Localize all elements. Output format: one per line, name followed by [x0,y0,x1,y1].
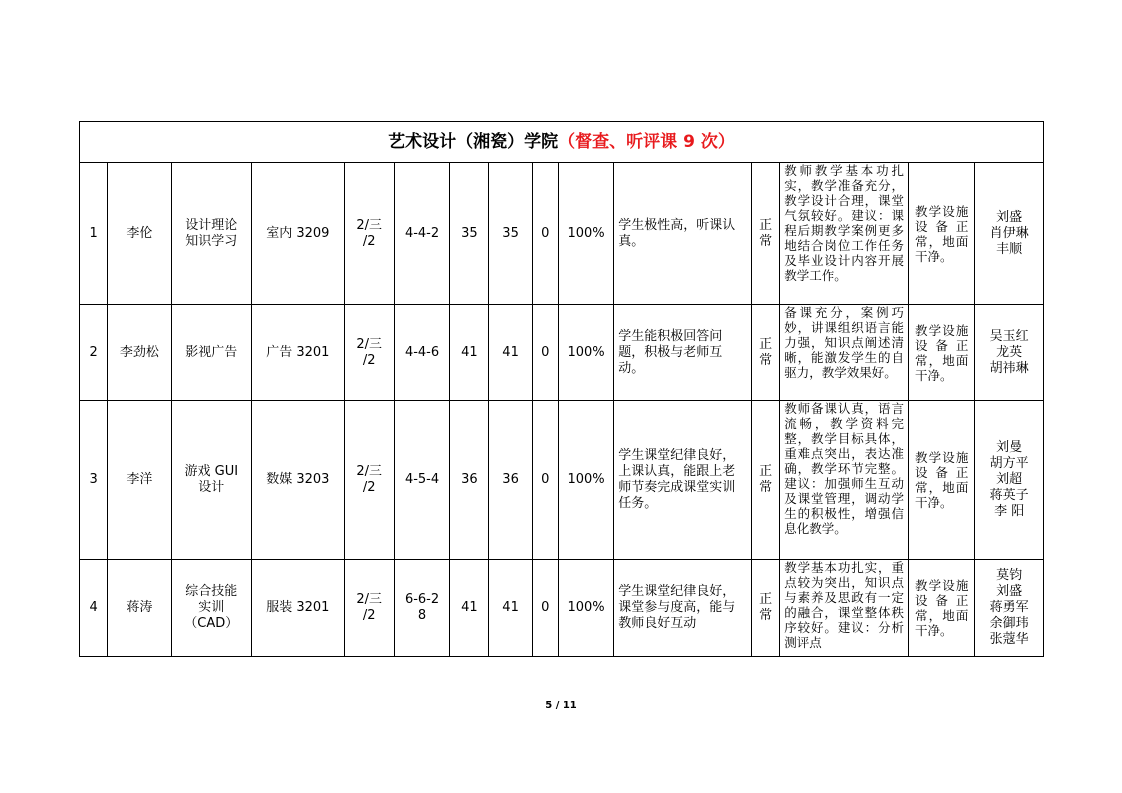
expected-count: 35 [450,163,489,305]
teaching-order: 正 常 [752,163,780,305]
absent-count: 0 [532,305,558,401]
expected-count: 41 [450,305,489,401]
absent-count: 0 [532,401,558,560]
course-name: 游戏 GUI 设计 [171,401,251,560]
inspection-table [79,121,1044,657]
week-day: 2/三 /2 [344,560,394,657]
period: 4-4-6 [394,305,449,401]
teacher-name: 蒋涛 [108,560,171,657]
row-number: 1 [80,163,108,305]
inspection-count-note: （督查、听评课 9 次） [558,132,735,152]
student-status: 学生极性高，听课认真。 [614,163,752,305]
teacher-name: 李洋 [108,401,171,560]
period: 4-5-4 [394,401,449,560]
inspectors: 莫钧 刘盛 蒋勇军 余御玮 张蔻华 [975,560,1044,657]
period: 6-6-2 8 [394,560,449,657]
teacher-name: 李劲松 [108,305,171,401]
facility-status: 教学设施设备正常，地面干净。 [908,305,974,401]
title-row [80,122,1044,163]
attendance-rate: 100% [558,560,613,657]
student-status: 学生课堂纪律良好，上课认真，能跟上老师节奏完成课堂实训任务。 [614,401,752,560]
actual-count: 36 [489,401,532,560]
teaching-evaluation: 备课充分，案例巧妙，讲课组织语言能力强，知识点阐述清晰，能激发学生的自驱力，教学效果好。 [780,305,909,401]
expected-count: 41 [450,560,489,657]
actual-count: 35 [489,163,532,305]
teaching-order: 正 常 [752,305,780,401]
attendance-rate: 100% [558,305,613,401]
inspectors: 刘盛 肖伊琳 丰顺 [975,163,1044,305]
inspectors: 吴玉红 龙英 胡祎琳 [975,305,1044,401]
row-number: 3 [80,401,108,560]
week-day: 2/三 /2 [344,305,394,401]
class-name: 室内 3209 [252,163,345,305]
week-day: 2/三 /2 [344,163,394,305]
college-name: 艺术设计（湘瓷）学院 [388,132,559,152]
absent-count: 0 [532,163,558,305]
week-day: 2/三 /2 [344,401,394,560]
facility-status: 教学设施设备正常，地面干净。 [908,560,974,657]
table-title [80,122,1044,163]
row-number: 2 [80,305,108,401]
row-number: 4 [80,560,108,657]
student-status: 学生能积极回答问题，积极与老师互动。 [614,305,752,401]
table-row [80,163,1044,305]
absent-count: 0 [532,560,558,657]
teaching-order: 正 常 [752,401,780,560]
expected-count: 36 [450,401,489,560]
period: 4-4-2 [394,163,449,305]
class-name: 服装 3201 [252,560,345,657]
class-name: 数媒 3203 [252,401,345,560]
attendance-rate: 100% [558,401,613,560]
actual-count: 41 [489,305,532,401]
course-name: 设计理论 知识学习 [171,163,251,305]
course-name: 影视广告 [171,305,251,401]
teaching-evaluation: 教师教学基本功扎实，教学准备充分，教学设计合理，课堂气氛较好。建议：课程后期教学案例更多地结合岗位工作任务及毕业设计内容开展教学工作。 [780,163,909,305]
attendance-rate: 100% [558,163,613,305]
course-name: 综合技能 实训 （CAD） [171,560,251,657]
student-status: 学生课堂纪律良好，课堂参与度高，能与教师良好互动 [614,560,752,657]
teaching-evaluation: 教学基本功扎实，重点较为突出，知识点与素养及思政有一定的融合，课堂整体秩序较好。建议：分析测评点 [780,560,909,657]
teaching-evaluation: 教师备课认真，语言流畅，教学资料完整，教学目标具体，重难点突出，表达准确，教学环节完整。建议：加强师生互动及课堂管理，调动学生的积极性，增强信息化教学。 [780,401,909,560]
table-row [80,305,1044,401]
teacher-name: 李伦 [108,163,171,305]
facility-status: 教学设施设备正常，地面干净。 [908,163,974,305]
class-name: 广告 3201 [252,305,345,401]
table-row [80,401,1044,560]
inspectors: 刘曼 胡方平 刘超 蒋英子 李 阳 [975,401,1044,560]
table-row [80,560,1044,657]
facility-status: 教学设施设备正常，地面干净。 [908,401,974,560]
actual-count: 41 [489,560,532,657]
teaching-order: 正 常 [752,560,780,657]
page-number: 5 / 11 [545,700,577,711]
